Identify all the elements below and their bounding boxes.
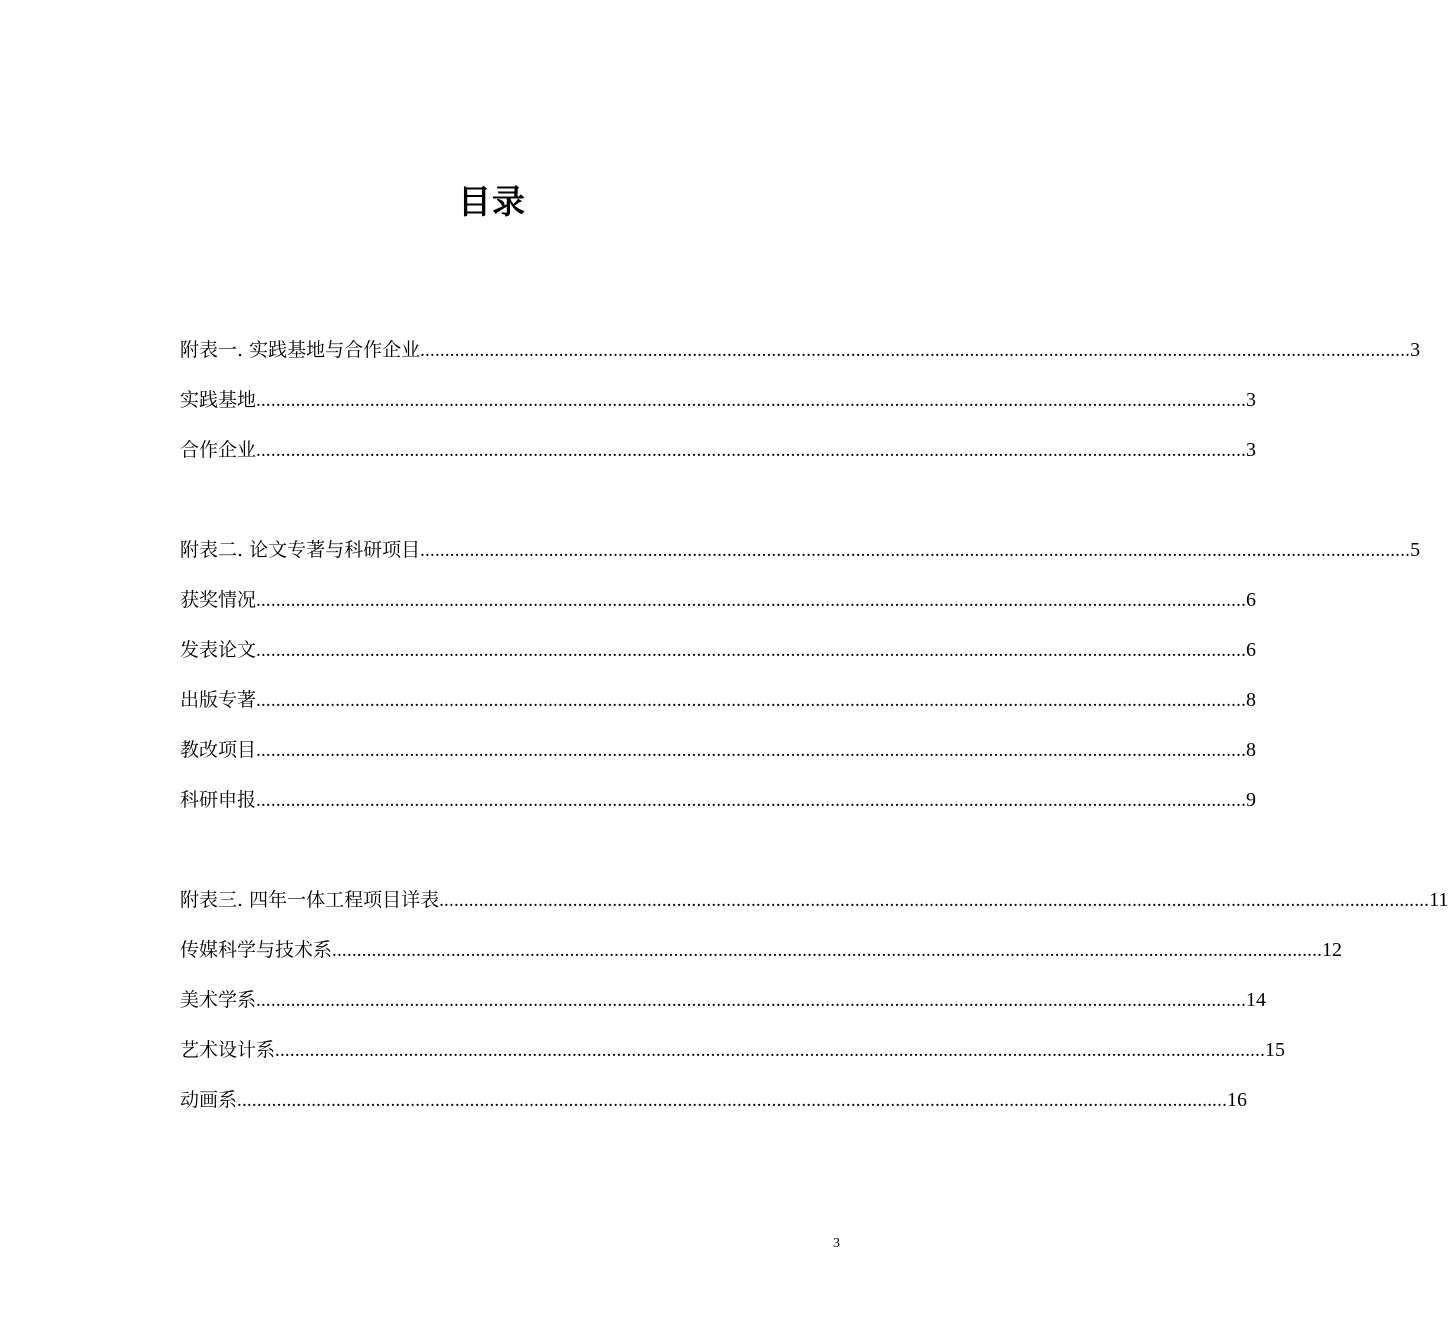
toc-entry-label: 艺术设计系 <box>180 1039 276 1061</box>
toc-entry[interactable] <box>180 380 1257 430</box>
toc-leader-dots: ........................................................................................................................................................................................................ <box>256 790 1247 811</box>
toc-entry[interactable] <box>180 880 1448 930</box>
toc-entry[interactable] <box>180 330 1421 380</box>
toc-entry-page: 8 <box>1246 689 1257 711</box>
toc-entry-label: 出版专著 <box>180 689 257 711</box>
toc-entry-label: 附表二. 论文专著与科研项目 <box>180 539 421 561</box>
toc-leader-dots: ........................................................................................................................................................................................................ <box>256 740 1247 761</box>
toc-leader-dots: ........................................................................................................................................................................................................ <box>256 590 1247 611</box>
toc-entry[interactable] <box>180 980 1267 1030</box>
toc-entry-page: 14 <box>1246 989 1267 1011</box>
toc-entry-label: 科研申报 <box>180 789 257 811</box>
toc-section-appendix-2 <box>180 530 1421 830</box>
toc-leader-dots: ........................................................................................................................................................................................................ <box>256 440 1247 461</box>
toc-entry-page: 11 <box>1429 889 1448 911</box>
toc-entry-page: 6 <box>1246 589 1257 611</box>
page-title: 目录 <box>458 182 526 221</box>
toc-entry-label: 动画系 <box>180 1089 238 1111</box>
toc-entry-page: 3 <box>1246 389 1257 411</box>
toc-entry[interactable] <box>180 530 1421 580</box>
toc-leader-dots: ........................................................................................................................................................................................................ <box>256 990 1247 1011</box>
toc-leader-dots: ........................................................................................................................................................................................................ <box>256 690 1247 711</box>
toc-entry-label: 附表一. 实践基地与合作企业 <box>180 339 421 361</box>
toc-section-appendix-1 <box>180 330 1421 480</box>
toc-entry-page: 9 <box>1246 789 1257 811</box>
toc-leader-dots: ........................................................................................................................................................................................................ <box>332 940 1323 961</box>
toc-leader-dots: ........................................................................................................................................................................................................ <box>439 890 1430 911</box>
toc-entry[interactable] <box>180 430 1257 480</box>
toc-entry-page: 3 <box>1246 439 1257 461</box>
toc-entry-page: 16 <box>1227 1089 1248 1111</box>
toc-entry[interactable] <box>180 780 1257 830</box>
toc-entry-page: 3 <box>1410 339 1421 361</box>
toc-entry-label: 传媒科学与技术系 <box>180 939 333 961</box>
toc-entry-label: 美术学系 <box>180 989 257 1011</box>
toc-entry[interactable] <box>180 630 1257 680</box>
toc-entry[interactable] <box>180 730 1257 780</box>
toc-entry[interactable] <box>180 580 1257 630</box>
toc-entry[interactable] <box>180 680 1257 730</box>
toc-entry-label: 获奖情况 <box>180 589 257 611</box>
toc-entry-label: 附表三. 四年一体工程项目详表 <box>180 889 440 911</box>
toc-entry-label: 教改项目 <box>180 739 257 761</box>
toc-leader-dots: ........................................................................................................................................................................................................ <box>420 540 1411 561</box>
toc-leader-dots: ........................................................................................................................................................................................................ <box>237 1090 1228 1111</box>
toc-leader-dots: ........................................................................................................................................................................................................ <box>256 640 1247 661</box>
toc-entry-page: 12 <box>1322 939 1343 961</box>
toc-entry[interactable] <box>180 1030 1286 1080</box>
toc-section-appendix-3 <box>180 880 1448 1130</box>
toc-entry-label: 合作企业 <box>180 439 257 461</box>
toc-entry-label: 实践基地 <box>180 389 257 411</box>
toc-entry-page: 6 <box>1246 639 1257 661</box>
toc-entry[interactable] <box>180 1080 1248 1130</box>
toc-leader-dots: ........................................................................................................................................................................................................ <box>256 390 1247 411</box>
page-number: 3 <box>833 1236 840 1251</box>
toc-entry-page: 8 <box>1246 739 1257 761</box>
toc-entry-page: 15 <box>1265 1039 1286 1061</box>
toc-entry-label: 发表论文 <box>180 639 257 661</box>
toc-entry-page: 5 <box>1410 539 1421 561</box>
toc-entry[interactable] <box>180 930 1343 980</box>
toc-leader-dots: ........................................................................................................................................................................................................ <box>420 340 1411 361</box>
toc-leader-dots: ........................................................................................................................................................................................................ <box>275 1040 1266 1061</box>
table-of-contents <box>180 330 1448 1180</box>
